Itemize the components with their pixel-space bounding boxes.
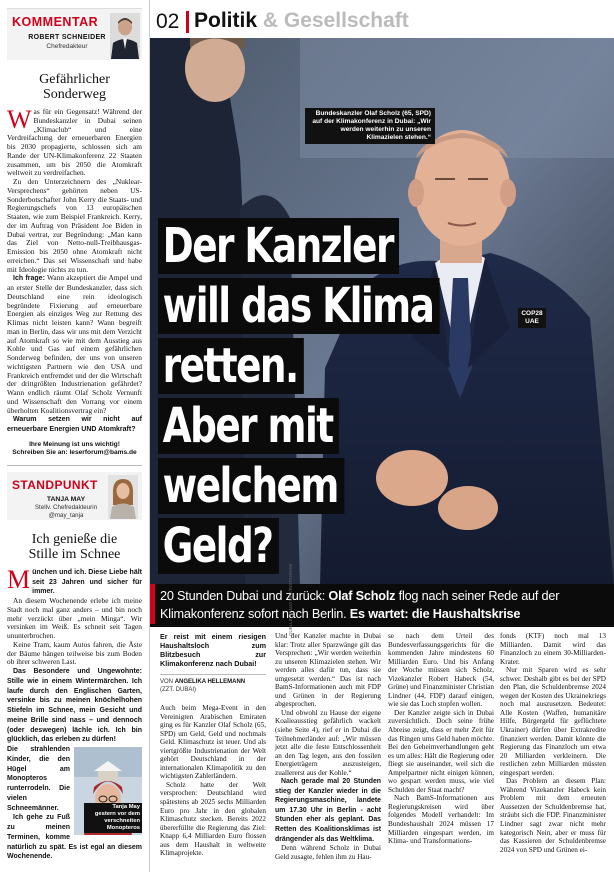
cop28-badge: COP28 UAE [521,310,543,325]
reader-contact: Ihre Meinung ist uns wichtig! Schreiben Sie an: leserforum@bams.de [7,441,142,457]
photo-caption: Bundeskanzler Olaf Scholz (65, SPD) auf der Klimakonferenz in Dubai: „Wir werden weiterhin zu unseren Klimazielen stehen.“ [305,108,435,144]
kommentar-author: ROBERT SCHNEIDER [28,34,106,41]
standpunkt-label: STANDPUNKT [12,477,98,492]
author-portrait [110,13,140,59]
instagram-handle: @may_tanja [48,511,84,519]
article-column-3: se nach dem Urteil des Bundesverfassungsgerichts für die kommenden Jahre mindestens 60 Milliarden Euro. Und bis Anfang der Woche müssen sich Scholz, Vizekanzler Robert Habeck (54, Grüne) und Finanzminister Christian Lindner (44, FDP) darauf einigen, wie sie das Loch stopfen wollen. Der Kanzler zeigte sich in Dubai zuversichtlich. Doch seine frühe Abreise zeigt, dass er mehr Zeit für das Ringen ums Geld haben möchte. Bei den Geheimverhandlungen geht es um alles: Hält die Regierung oder fliegt sie auseinander, weil sich die Ampelpartner nicht einigen können, wo gespart werden muss, wie viel Schulden der Staat macht? Nach BamS-Informationen aus Regierungskreisen wird über folgendes Modell verhandelt: Im Bundeshaushalt 2024 müssen 17 Milliarden eingespart werden, im Klima- und Transformations- [388,632,494,846]
headline-line: Der Kanzler [158,218,399,274]
standpunkt-author: TANJA MAY [46,495,86,503]
standpunkt-body: München und ich. Diese Liebe hält seit 23 Jahren und sicher für immer. An diesem Wochenende erlebe ich meine Stadt noch mal ganz anders – und bin noch mehr verzückt über „mein Minga“. Wir versinken im Weiß. Es schneit seit Tagen ununterbrochen. Keine Tram, kaum Autos fahren, die Äste der Bäume hängen teilweise bis zum Boden ob ihrer schweren Last. Das Besondere und Ungewohnte: Stille wie in einem Wintermärchen. Ich laufe durch den Englischen Garten, versinke bis zu meinen knöchelhohen Stiefeln im Schnee, mein Gesicht und meine Brille sind nass – und dennoch (oder deswegen) lächle ich. Ich bin glücklich, das erleben zu dürfen! Tanja May gestern vor dem verschneiten Monopteros Die strahlenden Kinder, die den Hügel am Monopteros runterrodeln. Die vielen Schneemänner. Ich gehe zu Fuß zu meinen Terminen, komme natürlich zu spät. Es ist egal an diesem Wochenende. [7,564,142,861]
snow-photo-caption: Tanja May gestern vor dem verschneiten Monopteros [84,803,142,833]
article-column-2: Und der Kanzler machte in Dubai klar: Trotz aller Sparzwänge gilt das Versprechen: „Wir werden weiterhin zu unseren Klimazielen stehen. Wir werden alles dafür tun, dass sie umgesetzt werden.“ Das ist nach BamS-Informationen auch mit FDP und Grünen in der Regierung abgesprochen. Und obwohl zu Hause der eigene Koalieausstieg gefährlich wackelt (siehe Seite 4), rief er in Dubai die Teilnehmerländer auf: „Wir müssen jetzt alle die feste Entschlossenheit an den Tag legen, aus den fossilen Energieträgern auszusteigen, zuallererst aus der Kohle.“ Nach gerade mal 20 Stunden stieg der Kanzler wieder in die Regierungsmaschine, landete um 17.30 Uhr in Berlin - acht Stunden eher als geplant. Das Retten des Koalitionsklimas ist drängender als das Weltklima. Denn während Scholz in Dubai Geld zusagte, fehlen ihm zu Hau- [275,632,381,861]
kommentar-label: KOMMENTAR [12,15,99,29]
headline-line: Geld? [158,518,279,574]
subheadline-banner: 20 Stunden Dubai und zurück: Olaf Scholz flog nach seiner Rede auf der Klimakonferenz sofort nach Berlin. Es wartet: die Haushaltskrise [150,584,614,627]
page-header [150,8,614,36]
dropcap: W [7,105,32,134]
section-title: Politik & Gesellschaft [194,9,409,32]
header-accent-bar [186,11,189,33]
headline-line: will das Klima [158,278,440,334]
standpunkt-role: Stellv. Chefredakteurin [34,503,98,511]
article-lead: Er reist mit einem riesigen Haushaltsloch zum Blitzbesuch zur Klimakonferenz nach Dubai! [160,632,266,668]
left-column [0,0,150,872]
byline: VON ANGELIKA HELLEMANN (ZZT. DUBAI) [160,674,266,694]
dropcap: M [7,564,31,594]
headline-line: welchem [158,458,344,514]
photo-credit: QUELLE: TANJA MAY/INSTAGRAM [288,563,293,636]
subline-accent-bar [150,584,155,624]
kommentar-header [7,8,142,60]
kommentar-headline: Gefährlicher Sonderweg [39,72,110,102]
reader-email-link[interactable]: Schreiben Sie an: leserforum@bams.de [12,448,137,456]
standpunkt-header [7,472,142,520]
article-column-4: fonds (KTF) noch mal 13 Milliarden. Damit wird das Finanzloch zu einem 30-Milliarden-Krater. Nur mit Sparen wird es sehr schwer. Deshalb gibt es bei der SPD den Plan, die Schuldenbremse 2024 wegen der Kosten des Ukrainekriegs noch mal auszusetzen. Bedeutet: Alle Kosten (Waffen, humanitäre Hilfe, Bürgergeld für geflüchtete Ukrainer) dürfen über Extrakredite finanziert werden. Damit könnte die Regierung das Finanzloch um etwa 20 Milliarden verkleinern. Die restlichen zehn Milliarden müssten eingespart werden. Das Problem an diesem Plan: Während Vizekanzler Habeck kein Problem mit dem erneuten Aussetzen der Schuldenbremse hat, sträubt sich die FDP. Finanzminister Lindner sagt zwar nicht mehr kategorisch Nein, aber er muss für das Kassieren der Schuldenbremse 2024 von SPD und Grünen ei- [500,632,606,854]
article-body [160,632,610,872]
standpunkt-headline: Ich genieße die Stille im Schnee [28,531,121,562]
main-photo [150,38,614,586]
author-portrait [108,475,138,519]
kommentar-role: Chefredakteur [46,43,88,50]
headline-line: Aber mit [158,398,339,454]
kommentar-body: Was für ein Gegensatz! Während der Bundeskanzler in Dubai seinen „Klimaclub“ und eine Verdreifachung der erneuerbaren Energien bis 2030 propagierte, schlossen sich am Rande der UN-Klimakonferenz 22 Staaten zusammen, um bis 2050 die Atomkraft weltweit zu verdreifachen. Zu den Unterzeichnern des „Nuklear-Versprechens“ gehörten neben US-Sonderbotschafter John Kerry die Staats- und Regierungschefs von 13 europäischen Staaten, wie zum Beispiel Frankreich. Kerry, der im Auftrag von Präsident Joe Biden in Dubai vertrat, zur Begründung: „Man kann das Ziel von Netto-null-Treibhausgas-Emission bis 2050 ohne Atomkraft nicht erreichen.“ Das sei Wissenschaft und habe mit Ideologie nichts zu tun. Ich frage: Wann akzeptiert die Ampel und an erster Stelle der Bundeskanzler, dass sich Deutschland eine rein ideologisch begründete Fixierung auf erneuerbare Energien als einziges Weg zur Rettung des Klimas nicht leisten kann? Wann begreift man in Berlin, dass wir uns mit dem Verzicht auf Atomkraft so wie mit dem Ausstieg aus Kohle und Gas auf einem gefährlichen Sonderweg befinden, der uns von unseren wichtigsten Partnern wie den USA und Frankreich entfremdet und der die Wirtschaft der drittgrößten Industrienation gefährdet? Wann endlich räumt Olaf Scholz Vernunft und Wissenschaft den Vorrang vor einem überholten Koalitionsvertrag ein? Warum setzen wir nicht auf erneuerbare Energien UND Atomkraft? [7,105,142,433]
headline-line: retten. [158,338,304,394]
article-column-1: Er reist mit einem riesigen Haushaltsloch zum Blitzbesuch zur Klimakonferenz nach Dubai! VON ANGELIKA HELLEMANN (ZZT. DUBAI) Auch beim Mega-Event in den Vereinigten Arabischen Emiraten ging es für Kanzler Olaf Scholz (65, SPD) um Geld, Geld und nochmals Geld. Klimaschutz ist teuer. Und als viertgrößte Industrienation der Welt gehört Deutschland in der internationalen Klimapolitik zu den wichtigsten Zahlerländern. Scholz hatte der Welt versprochen: Deutschland wird spätestens ab 2025 sechs Milliarden Euro pro Jahr in den globalen Klimaschutz stecken. Bereits 2022 übererfüllte die Regierung das Ziel: Knapp 6,4 Milliarden Euro flossen aus dem Haushalt in weltweite Klimaprojekte. [160,632,266,858]
snow-photo [74,747,142,835]
page-number: 02 [156,10,180,33]
main-headline [158,218,519,578]
divider [7,465,142,466]
